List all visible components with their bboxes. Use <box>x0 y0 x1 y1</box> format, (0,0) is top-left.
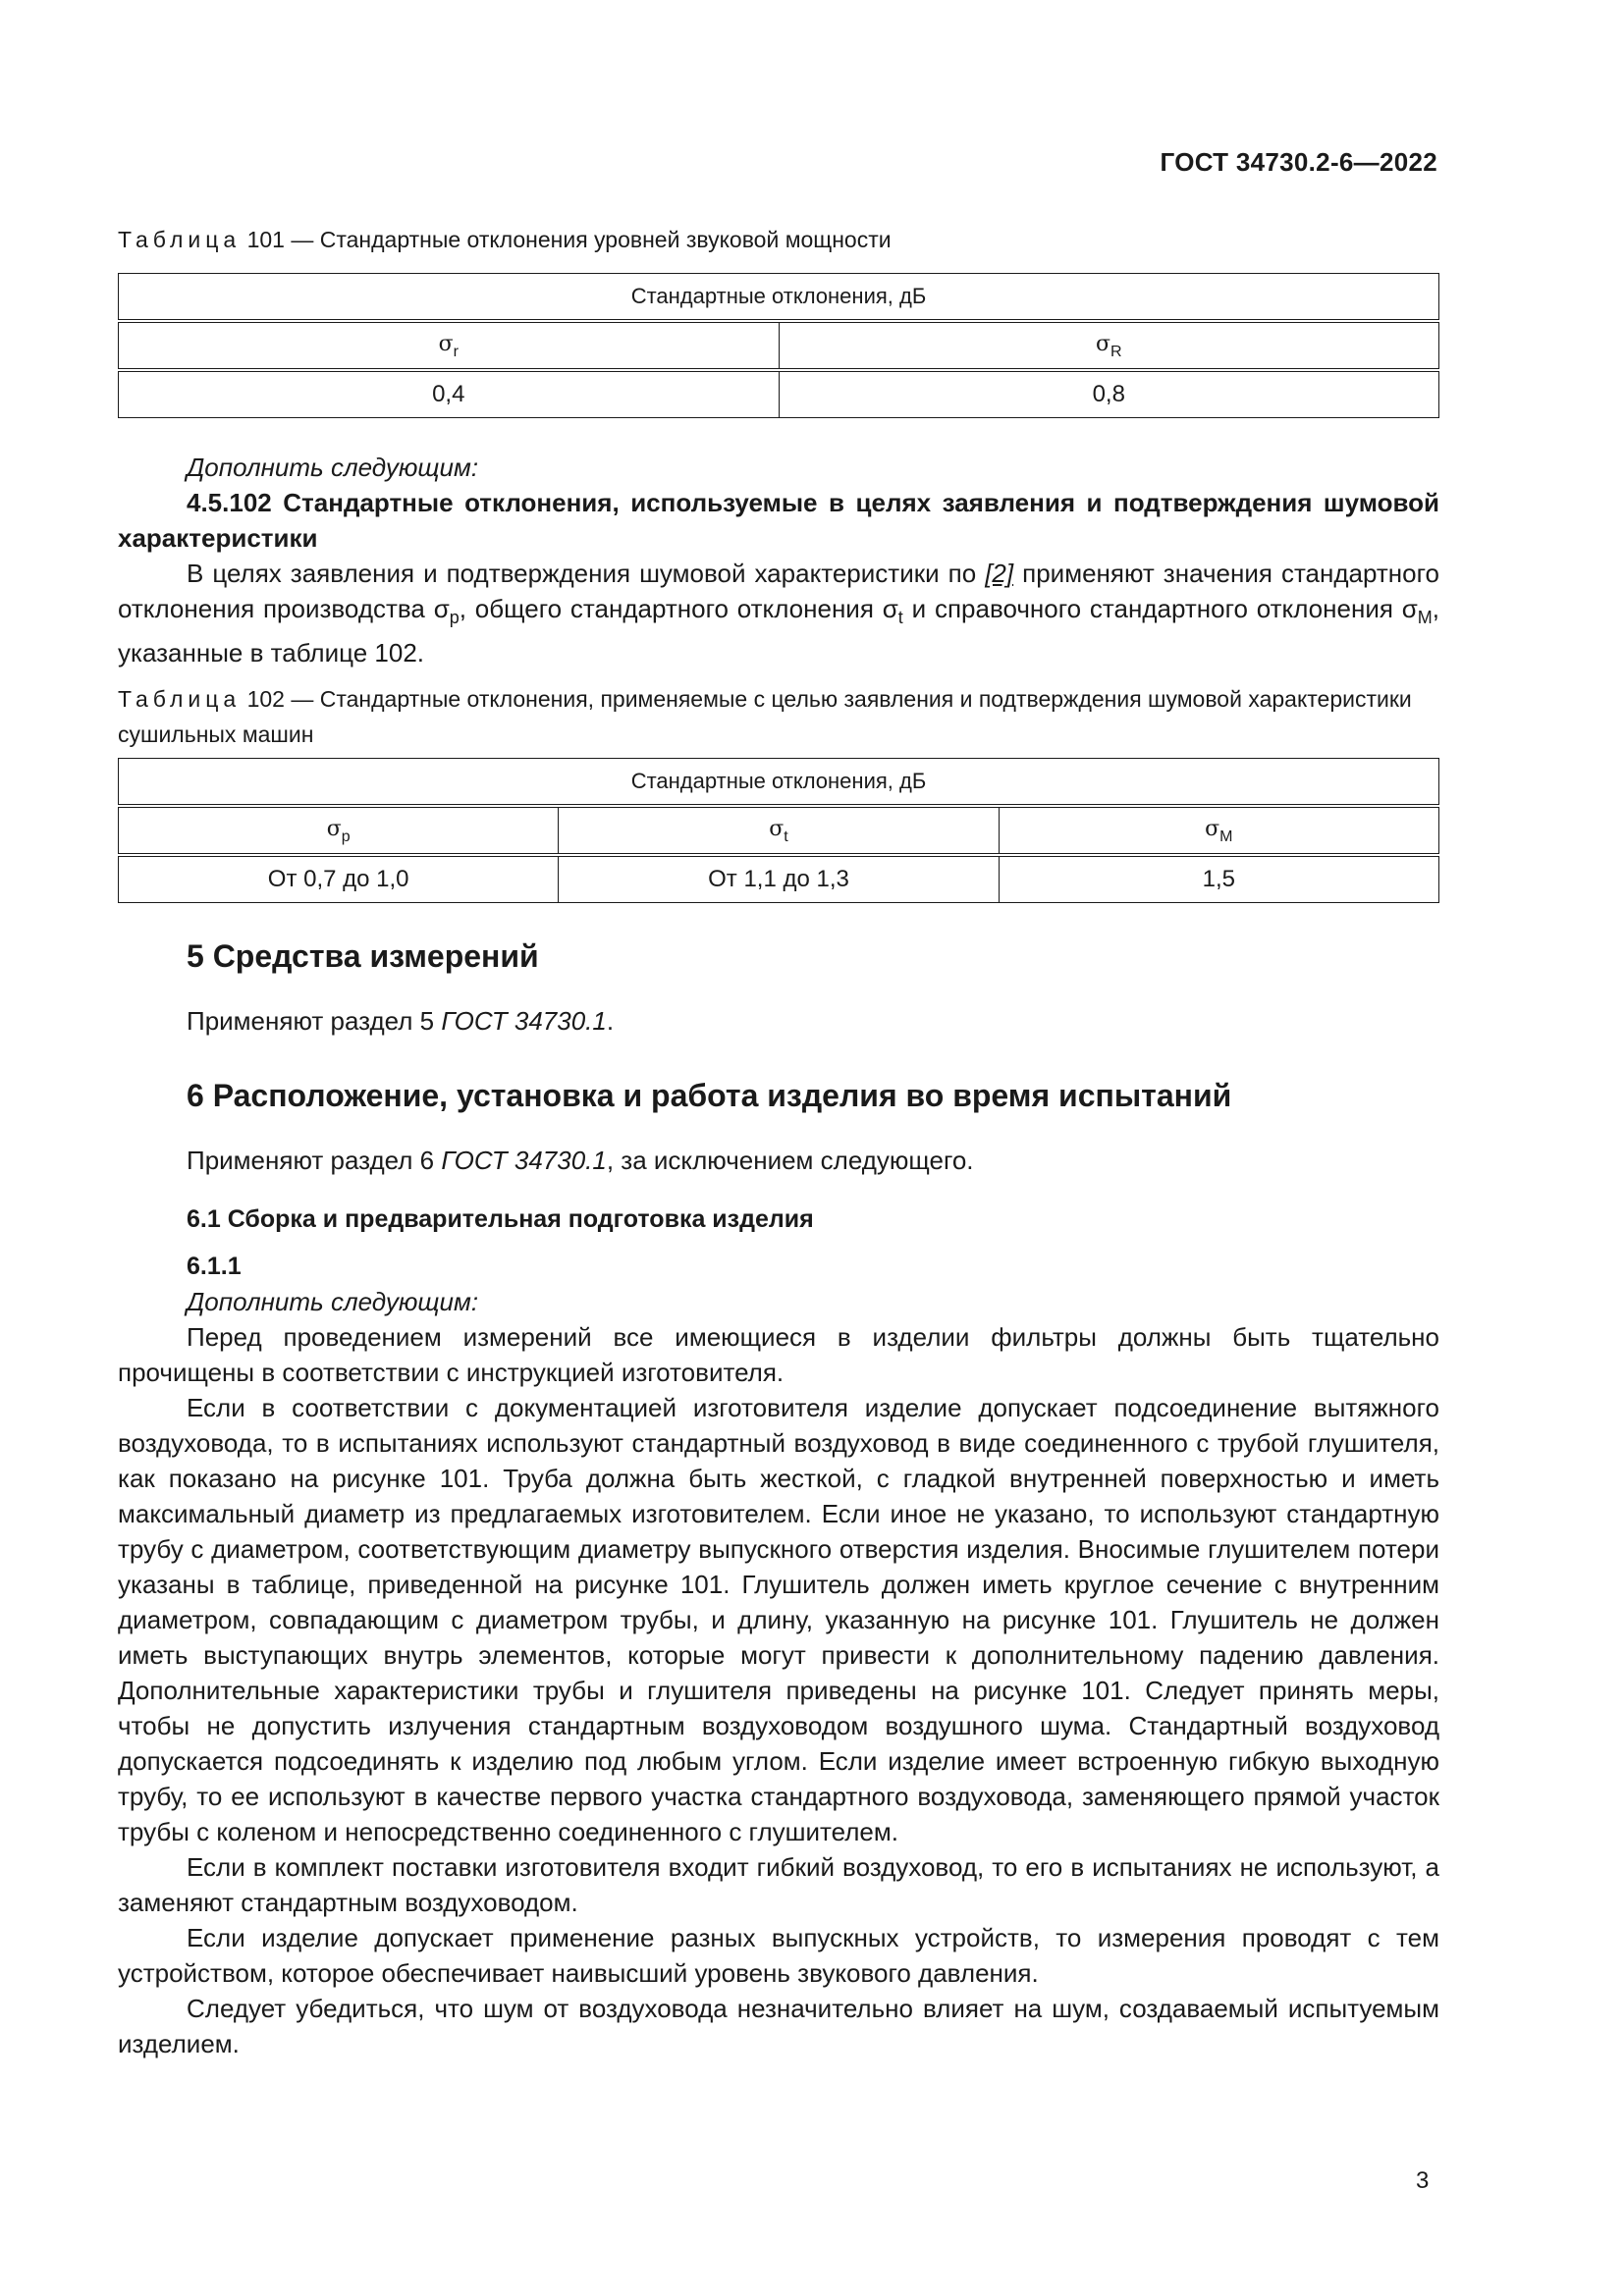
paragraph-flexible-duct: Если в комплект поставки изготовителя входит гибкий воздуховод, то его в испытаниях не используют, а заменяют стандартным воздуховодом. <box>118 1852 1439 1917</box>
table-102-col-sigma-t: $\sigma_t$ <box>559 806 999 855</box>
gost-link-section-5[interactable]: ГОСТ 34730.1 <box>441 1006 607 1036</box>
table-101-caption-word: Таблица <box>118 227 242 252</box>
section-4-5-102-title: 4.5.102 Стандартные отклонения, используемые в целях заявления и подтверждения шумовой характеристики <box>118 488 1439 553</box>
section-6-1-title: 6.1 Сборка и предварительная подготовка изделия <box>187 1205 814 1233</box>
section-6-1-1-intro: Дополнить следующим: <box>187 1287 479 1316</box>
table-102-caption-word: Таблица <box>118 686 242 712</box>
section-6-text: Применяют раздел 6 ГОСТ 34730.1, за исключением следующего. <box>187 1146 974 1175</box>
table-101-col-sigma-r: $\sigma_r$ <box>119 321 780 370</box>
table-102-col-sigma-p: $\sigma_p$ <box>119 806 559 855</box>
paragraph-exhaust-devices: Если изделие допускает применение разных выпускных устройств, то измерения проводят с тем устройством, которое обеспечивает наивысший уровень звукового давления. <box>118 1923 1439 1988</box>
document-code: ГОСТ 34730.2-6—2022 <box>1160 147 1437 177</box>
table-102-value-sigma-M: 1,5 <box>999 855 1438 903</box>
table-102-caption <box>118 681 1439 752</box>
page-number: 3 <box>1416 2167 1430 2194</box>
table-102-value-sigma-p: От 0,7 до 1,0 <box>119 855 559 903</box>
section-6-1-1-number: 6.1.1 <box>187 1253 242 1280</box>
table-102-col-sigma-M: $\sigma_M$ <box>999 806 1438 855</box>
section-5-title: 5 Средства измерений <box>187 938 539 974</box>
section-4-5-102 <box>118 450 1439 670</box>
gost-link-section-6[interactable]: ГОСТ 34730.1 <box>441 1146 607 1175</box>
section-6-title: 6 Расположение, установка и работа изделия во время испытаний <box>187 1078 1232 1113</box>
table-101-caption <box>118 222 1439 257</box>
table-101-value-sigma-r: 0,4 <box>119 370 780 418</box>
paragraph-duct-noise: Следует убедиться, что шум от воздуховода незначительно влияет на шум, создаваемый испытуемым изделием. <box>118 1994 1439 2058</box>
table-101 <box>118 273 1439 418</box>
table-102-value-sigma-t: От 1,1 до 1,3 <box>559 855 999 903</box>
table-102-caption-text: 102 — Стандартные отклонения, применяемые с целью заявления и подтверждения шумовой характеристики сушильных машин <box>118 686 1412 747</box>
table-101-value-sigma-R: 0,8 <box>779 370 1439 418</box>
section-4-5-102-intro: Дополнить следующим: <box>187 453 479 482</box>
reference-link-2[interactable]: [2] <box>985 559 1014 588</box>
table-101-col-sigma-R: $\sigma_R$ <box>779 321 1439 370</box>
table-101-header: Стандартные отклонения, дБ <box>119 274 1439 322</box>
paragraph-standard-duct: Если в соответствии с документацией изготовителя изделие допускает подсоединение вытяжного воздуховода, то в испытаниях используют стандартный воздуховод в виде соединенного с трубой глушителя, как показано на рисунке 101. Труба должна быть жесткой, с гладкой внутренней поверхностью и иметь максимальный диаметр из предлагаемых изготовителем. Если иное не указано, то используют стандартную трубу с диаметром, соответствующим диаметру выпускного отверстия изделия. Вносимые глушителем потери указаны в таблице, приведенной на рисунке 101. Глушитель должен иметь круглое сечение с внутренним диаметром, совпадающим с диаметром трубы, и длину, указанную на рисунке 101. Глушитель не должен иметь выступающих внутрь элементов, которые могут привести к дополнительному падению давления. Дополнительные характеристики трубы и глушителя приведены на рисунке 101. Следует принять меры, чтобы не допустить излучения стандартным воздуховодом воздушного шума. Стандартный воздуховод допускается подсоединять к изделию под любым углом. Если изделие имеет встроенную гибкую выходную трубу, то ее используют в качестве первого участка стандартного воздуховода, заменяющего прямой участок трубы с коленом и непосредственно соединенного с глушителем. <box>118 1393 1439 1846</box>
table-101-caption-text: 101 — Стандартные отклонения уровней звуковой мощности <box>246 227 892 252</box>
section-4-5-102-paragraph: В целях заявления и подтверждения шумовой характеристики по [2] применяют значения стандартного отклонения производства $\sigma_p$, общего стандартного отклонения $\sigma_t$ и справочного стандартного отклонения $\sigma_M$, указанные в таблице 102. <box>118 559 1440 667</box>
section-6-1-1-body <box>118 1284 1439 2061</box>
section-5-text: Применяют раздел 5 ГОСТ 34730.1. <box>187 1006 615 1036</box>
paragraph-filters: Перед проведением измерений все имеющиеся в изделии фильтры должны быть тщательно прочищены в соответствии с инструкцией изготовителя. <box>118 1322 1439 1387</box>
table-102 <box>118 758 1439 903</box>
table-102-header: Стандартные отклонения, дБ <box>119 759 1439 807</box>
